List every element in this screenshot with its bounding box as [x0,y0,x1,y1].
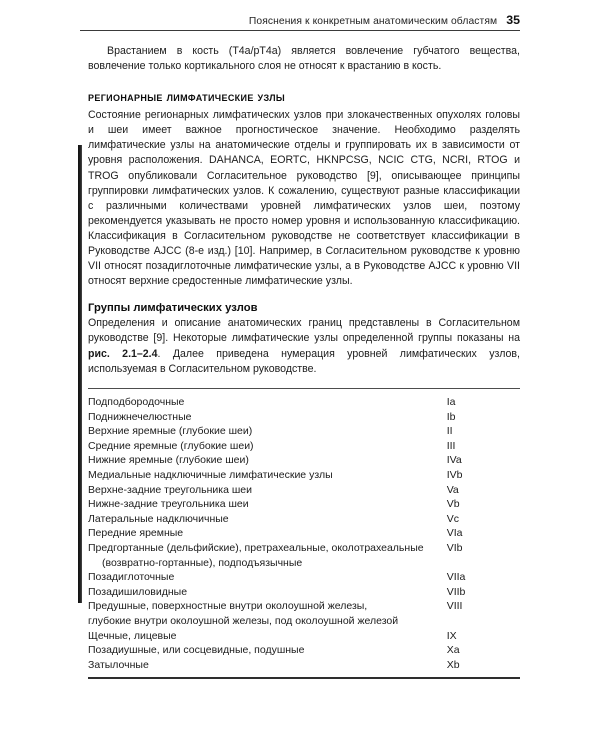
table-row [88,599,520,628]
table-row [88,570,520,585]
running-head [80,11,520,29]
text-column [88,44,520,377]
page-number: 35 [506,13,520,27]
table-bottom-rule [88,677,520,678]
node-group-label-line2: (возвратно-гортанные), подподъязычные [102,556,303,569]
node-group-label [88,541,447,570]
running-head-title: Пояснения к конкретным анатомическим областям [248,16,498,27]
table-row [88,526,520,541]
node-group-label-line2: глубокие внутри околоушной железы, под околоушной железой [88,614,399,627]
node-group-label: Позадиушные, или сосцевидные, подушные [88,644,305,657]
lymph-node-levels-table [88,395,520,672]
table-row [88,439,520,454]
node-level-value: Vb [446,498,460,511]
node-group-label: Верхние яремные (глубокие шеи) [88,425,253,438]
subsection-heading: Группы лимфатических узлов [88,302,258,315]
node-group-label: Средние яремные (глубокие шеи) [88,439,254,452]
node-group-label: Передние яремные [88,527,184,540]
table-row [88,643,520,658]
table-row [88,585,520,600]
node-level-value: IVb [446,468,463,481]
running-head-rule [80,30,520,31]
node-level-value: III [446,439,456,452]
node-group-label [88,599,447,628]
page-gutter-shadow [78,145,82,603]
node-level-value: Xb [446,658,460,671]
table-body [88,395,520,672]
node-level-value: VIIa [446,571,466,584]
node-level-value: Ib [446,410,456,423]
node-level-value: IX [446,629,457,642]
table-row [88,468,520,483]
node-level-value: Xa [446,644,460,657]
subsection-text-a: Определения и описание анатомических границ представлены в Согласительном руководстве [9]. Некоторые лимфатические узлы определенной группы показаны на [88,317,520,345]
table-row [88,424,520,439]
node-group-label: Поднижнечелюстные [88,410,192,423]
node-group-label: Верхне-задние треугольника шеи [88,483,252,496]
node-level-value: VIa [446,527,463,540]
table-top-rule [88,388,520,389]
node-group-label: Щечные, лицевые [88,629,177,642]
node-level-value: VIIb [446,585,466,598]
node-level-value: IVa [446,454,462,467]
table-row [88,512,520,527]
subsection-paragraph [88,316,520,376]
node-group-label-line1: Предгортанные (дельфийские), претрахеальные, околотрахеальные [88,541,424,554]
lymph-node-table [88,388,520,679]
table-row [88,541,520,570]
table-row [88,410,520,425]
table-row [88,497,520,512]
node-level-value: VIb [446,541,463,554]
node-group-label: Латеральные надключичные [88,512,229,525]
table-row [88,629,520,644]
node-group-label: Позадиглоточные [88,571,175,584]
node-group-label: Медиальные надключичные лимфатические узлы [88,468,333,481]
section-heading: регионарные лимфатические узлы [88,90,286,105]
node-group-label: Позадишиловидные [88,585,188,598]
figure-reference: рис. 2.1–2.4 [88,347,158,360]
intro-paragraph: Врастанием в кость (T4a/pT4a) является вовлечение губчатого вещества, вовлечение только кортикального слоя не относят к врастанию в кость. [88,45,520,73]
node-level-value: Va [446,483,459,496]
node-level-value: Ia [446,396,456,408]
table-row [88,483,520,498]
table-row [88,658,520,673]
node-level-value: II [446,425,453,438]
node-group-label: Затылочные [88,658,149,671]
node-level-value: Vc [446,512,459,525]
node-level-value: VIII [446,600,463,613]
section-paragraph: Состояние регионарных лимфатических узлов при злокачественных опухолях головы и шеи имеет важное прогностическое значение. Необходимо разделять лимфатические узлы на анатомические отделы и группировать их в зависимости от уровня расположения. DAHANCA, EORTC, HKNPCSG, NCIC CTG, NCRI, RTOG и TROG опубликовали Согласительное руководство [9], описывающее принципы группировки лимфатических узлов. К сожалению, существуют разные классификации с различными количествами уровней лимфатических узлов шеи, поэтому рекомендуется указывать не просто номер уровня и использованную классификацию. Классификация в Согласительном руководстве не соответствует классификации в Руководстве AJCC (8-е изд.) [10]. Например, в Согласительном руководстве к уровню VII относят позадиглоточные лимфатические узлы, а в Руководстве AJCC к уровню VII относят верхние средостенные лимфатические узлы. [88,109,520,288]
subsection-text-b: . Далее приведена нумерация уровней лимфатических узлов, используемая в Согласительном руководстве. [88,347,520,375]
node-group-label: Подподбородочные [88,396,185,408]
node-group-label: Нижние яремные (глубокие шеи) [88,454,249,467]
node-group-label: Нижне-задние треугольника шеи [88,498,249,511]
table-row [88,395,520,410]
table-row [88,453,520,468]
node-group-label-line1: Предушные, поверхностные внутри околоушной железы, [88,600,368,613]
